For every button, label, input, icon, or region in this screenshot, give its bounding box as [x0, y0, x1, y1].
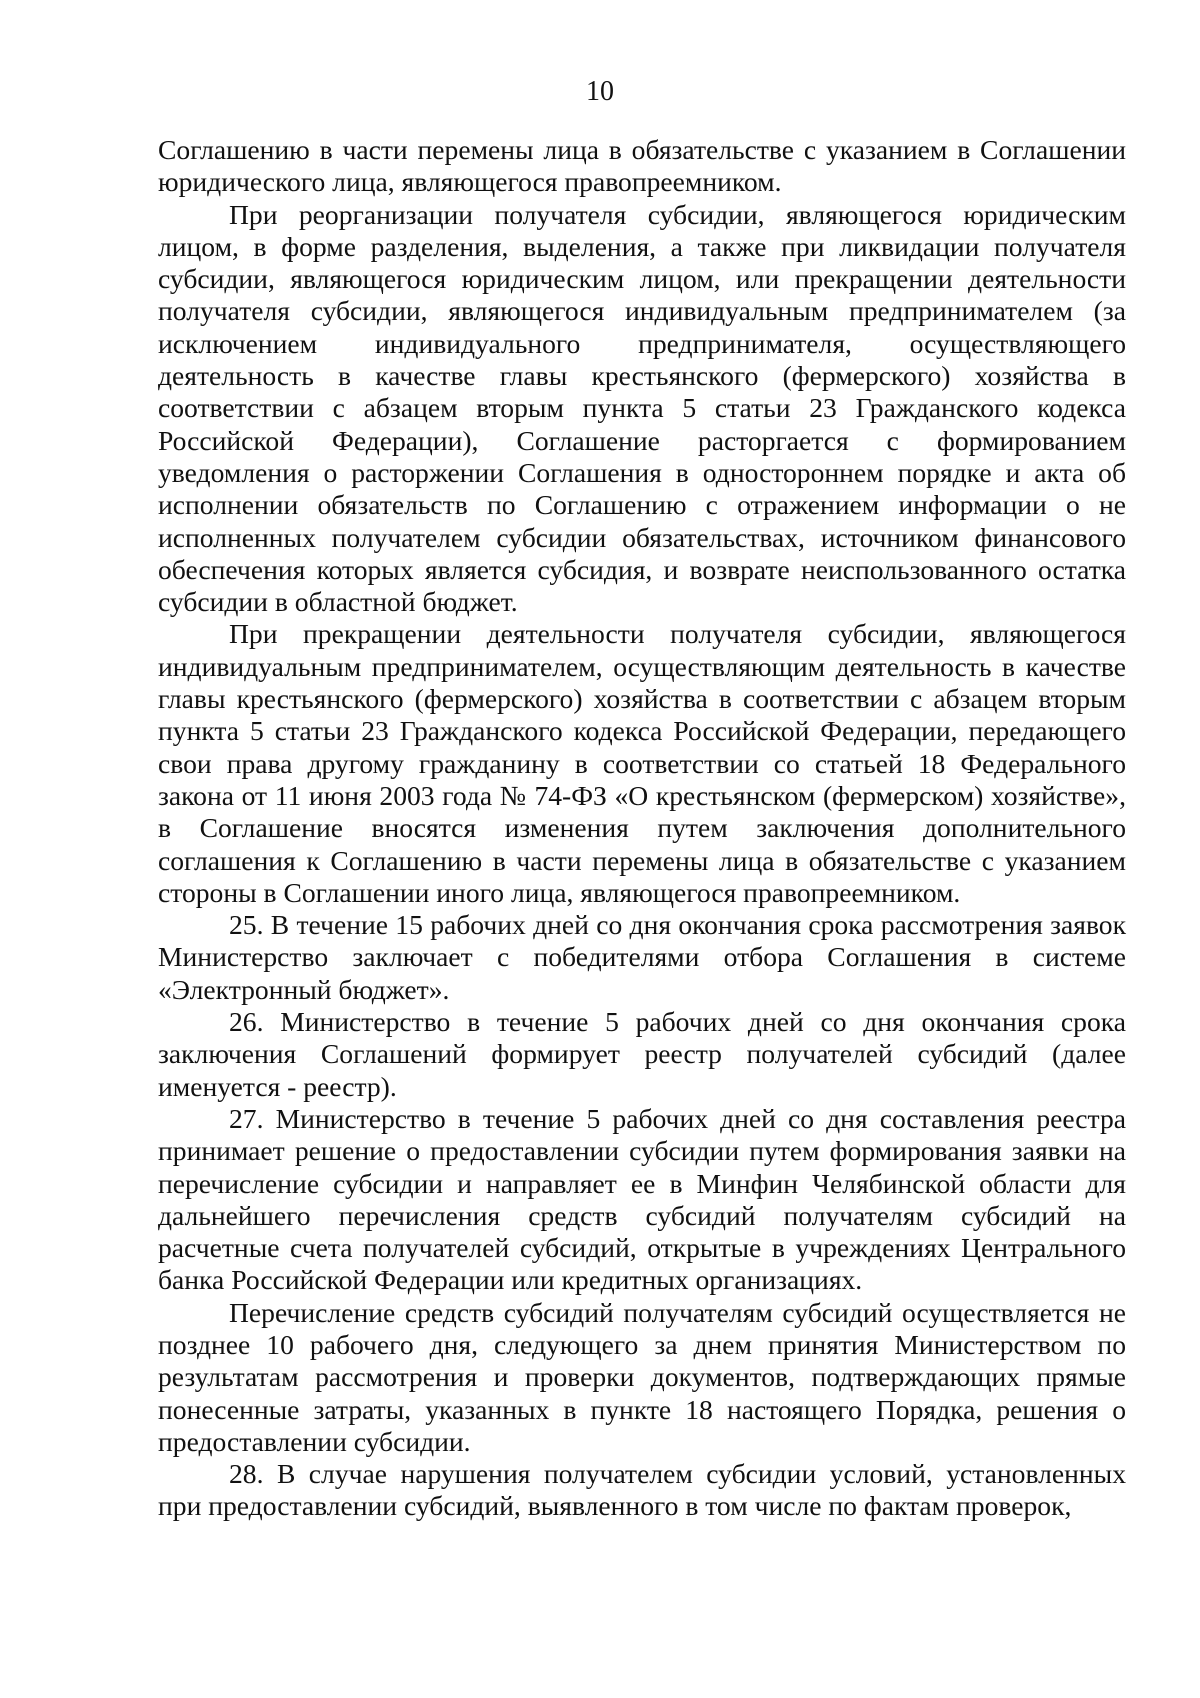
paragraph-termination-activity: При прекращении деятельности получателя субсидии, являющегося индивидуальным предпринимателем, осуществляющим деятельность в качестве главы крестьянского (фермерского) хозяйства в соответствии с абзацем вторым пункта 5 статьи 23 Гражданского кодекса Российской Федерации, передающего свои права другому гражданину в соответствии со статьей 18 Федерального закона от 11 июня 2003 года № 74-ФЗ «О крестьянском (фермерском) хозяйстве», в Соглашение вносятся изменения путем заключения дополнительного соглашения к Соглашению в части перемены лица в обязательстве с указанием стороны в Соглашении иного лица, являющегося правопреемником. [158, 618, 1126, 908]
paragraph-transfer-deadline: Перечисление средств субсидий получателям субсидий осуществляется не позднее 10 рабочего дня, следующего за днем принятия Министерством по результатам рассмотрения и проверки документов, подтверждающих прямые понесенные затраты, указанных в пункте 18 настоящего Порядка, решения о предоставлении субсидии. [158, 1296, 1126, 1457]
document-body [158, 134, 1126, 1523]
page-number: 10 [586, 76, 614, 107]
paragraph-item-27: 27. Министерство в течение 5 рабочих дней со дня составления реестра принимает решение о предоставлении субсидии путем формирования заявки на перечисление субсидии и направляет ее в Минфин Челябинской области для дальнейшего перечисления средств субсидий получателям субсидий на расчетные счета получателей субсидий, открытые в учреждениях Центрального банка Российской Федерации или кредитных организациях. [158, 1102, 1126, 1296]
paragraph-item-28: 28. В случае нарушения получателем субсидии условий, установленных при предоставлении субсидий, выявленного в том числе по фактам проверок, [158, 1458, 1126, 1522]
paragraph-item-26: 26. Министерство в течение 5 рабочих дней со дня окончания срока заключения Соглашений формирует реестр получателей субсидий (далее именуется - реестр). [158, 1006, 1126, 1102]
paragraph-continuation: Соглашению в части перемены лица в обязательстве с указанием в Соглашении юридического лица, являющегося правопреемником. [158, 134, 1126, 198]
paragraph-reorganization: При реорганизации получателя субсидии, являющегося юридическим лицом, в форме разделения, выделения, а также при ликвидации получателя субсидии, являющегося юридическим лицом, или прекращении деятельности получателя субсидии, являющегося индивидуальным предпринимателем (за исключением индивидуального предпринимателя, осуществляющего деятельность в качестве главы крестьянского (фермерского) хозяйства в соответствии с абзацем вторым пункта 5 статьи 23 Гражданского кодекса Российской Федерации), Соглашение расторгается с формированием уведомления о расторжении Соглашения в одностороннем порядке и акта об исполнении обязательств по Соглашению с отражением информации о не исполненных получателем субсидии обязательствах, источником финансового обеспечения которых является субсидия, и возврате неиспользованного остатка субсидии в областной бюджет. [158, 198, 1126, 618]
paragraph-item-25: 25. В течение 15 рабочих дней со дня окончания срока рассмотрения заявок Министерство заключает с победителями отбора Соглашения в системе «Электронный бюджет». [158, 909, 1126, 1005]
